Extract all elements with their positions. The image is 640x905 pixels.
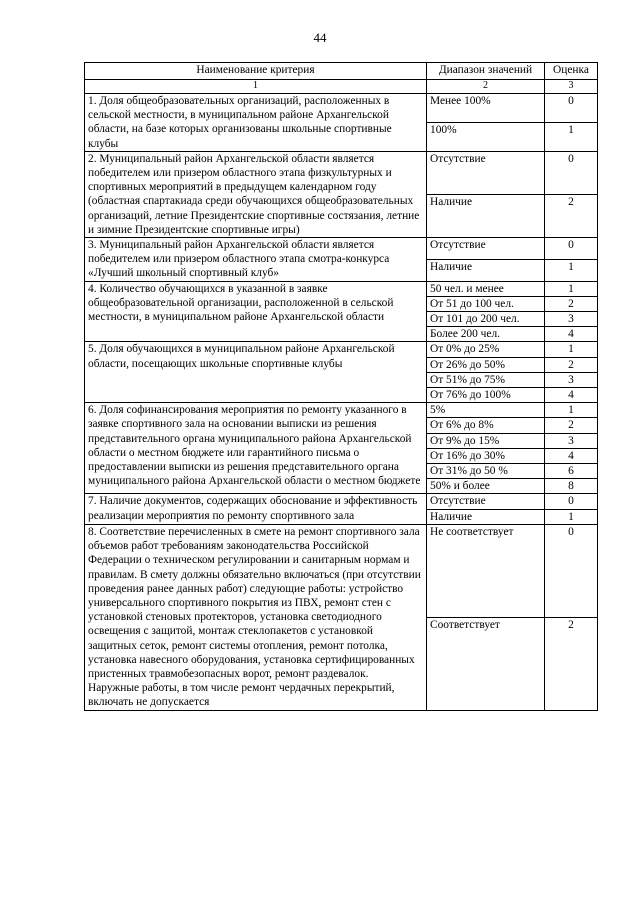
value-range: От 16% до 30% [427,448,545,463]
score: 0 [545,94,598,123]
value-range: От 26% до 50% [427,357,545,372]
header-row [85,63,598,80]
value-range: 50% и более [427,479,545,494]
column-number: 1 [85,80,427,94]
value-range: Наличие [427,259,545,281]
header-score: Оценка [545,63,598,80]
criterion-row [85,342,598,357]
criterion-row [85,238,598,260]
score: 1 [545,281,598,296]
criterion-text [85,151,427,237]
score: 1 [545,259,598,281]
criterion-row [85,403,598,418]
score: 0 [545,494,598,509]
header-criterion-name: Наименование критерия [85,63,427,80]
value-range: 100% [427,122,545,151]
score: 3 [545,433,598,448]
value-range: Наличие [427,509,545,524]
criterion-paragraph: 1. Доля общеобразовательных организаций, расположенных в сельской местности, в муниципальном районе Архангельской области, на базе которых организованы школьные спортивные клубы [88,95,392,150]
score: 0 [545,151,598,194]
criterion-paragraph: Наружные работы, в том числе ремонт чердачных перекрытий, включать не допускается [88,682,395,709]
score: 3 [545,372,598,387]
score: 6 [545,464,598,479]
criterion-row [85,94,598,123]
score: 1 [545,342,598,357]
criterion-text [85,403,427,494]
score: 8 [545,479,598,494]
criterion-paragraph: 6. Доля софинансирования мероприятия по ремонту указанного в заявке спортивного зала на основании выписки из решения представительного органа муниципального района Архангельской области о местном бюджете или гарантийного письма о предоставлении выписки из решения представительного органа муниципального района Архангельской области о местном бюджете [88,404,421,488]
criterion-text [85,94,427,152]
criterion-row [85,281,598,296]
criterion-text [85,238,427,282]
value-range: 5% [427,403,545,418]
value-range: От 9% до 15% [427,433,545,448]
score: 0 [545,238,598,260]
criteria-table [84,62,598,711]
criterion-text [85,281,427,342]
header-value-range: Диапазон значений [427,63,545,80]
score: 4 [545,327,598,342]
value-range: Отсутствие [427,494,545,509]
criteria-body [85,94,598,711]
criterion-paragraph: 5. Доля обучающихся в муниципальном районе Архангельской области, посещающих школьные спортивные клубы [88,343,395,370]
score: 1 [545,403,598,418]
score: 2 [545,418,598,433]
score: 1 [545,122,598,151]
value-range: Отсутствие [427,151,545,194]
criterion-row [85,494,598,509]
value-range: Наличие [427,194,545,237]
criterion-paragraph: 2. Муниципальный район Архангельской области является победителем или призером областного этапа физкультурных и спортивных мероприятий в предыдущем календарном году (областная спартакиада среди обучающихся общеобразовательных организаций, летние Президентские спортивные состязания, летние и зимние Президентские спортивные игры) [88,152,420,236]
value-range: От 0% до 25% [427,342,545,357]
value-range: От 6% до 8% [427,418,545,433]
page-number: 44 [313,30,327,45]
criterion-paragraph: 7. Наличие документов, содержащих обоснование и эффективность реализации мероприятия по ремонту спортивного зала [88,495,418,522]
score: 3 [545,312,598,327]
value-range: Более 200 чел. [427,327,545,342]
column-number: 3 [545,80,598,94]
score: 2 [545,296,598,311]
column-number-row [85,80,598,94]
value-range: От 31% до 50 % [427,464,545,479]
value-range: Отсутствие [427,238,545,260]
score: 1 [545,509,598,524]
criterion-row [85,524,598,617]
value-range: Не соответствует [427,524,545,617]
value-range: Соответствует [427,617,545,710]
criterion-paragraph: 3. Муниципальный район Архангельской области является победителем или призером областного этапа смотра-конкурса «Лучший школьный спортивный клуб» [88,239,390,280]
column-number: 2 [427,80,545,94]
value-range: 50 чел. и менее [427,281,545,296]
criterion-text [85,342,427,403]
criterion-paragraph: 8. Соответствие перечисленных в смете на ремонт спортивного зала объемов работ требованиям законодательства Российской Федерации о техническом регулировании и санитарным нормам и правилам. В смету должны обязательно включаться (при отсутствии проведения ранее данных работ) следующие работы: устройство универсального спортивного покрытия из ПВХ, ремонт стен с установкой стеновых протекторов, установка светодиодного освещения с защитой, монтаж стеклопакетов с установкой защитных сеток, ремонт системы отопления, ремонт потолка, установка навесного оборудования, установка сертифицированных пристенных травмобезопасных ворот, ремонт раздевалок. [88,525,421,680]
criterion-text [85,524,427,710]
score: 0 [545,524,598,617]
value-range: От 51% до 75% [427,372,545,387]
score: 2 [545,357,598,372]
value-range: Менее 100% [427,94,545,123]
score: 2 [545,617,598,710]
value-range: От 76% до 100% [427,388,545,403]
criterion-paragraph: 4. Количество обучающихся в указанной в заявке общеобразовательной организации, расположенной в сельской местности, в муниципальном районе Архангельской области [88,282,394,324]
value-range: От 101 до 200 чел. [427,312,545,327]
criterion-text [85,494,427,524]
criterion-row [85,151,598,194]
score: 4 [545,448,598,463]
score: 4 [545,388,598,403]
score: 2 [545,194,598,237]
value-range: От 51 до 100 чел. [427,296,545,311]
